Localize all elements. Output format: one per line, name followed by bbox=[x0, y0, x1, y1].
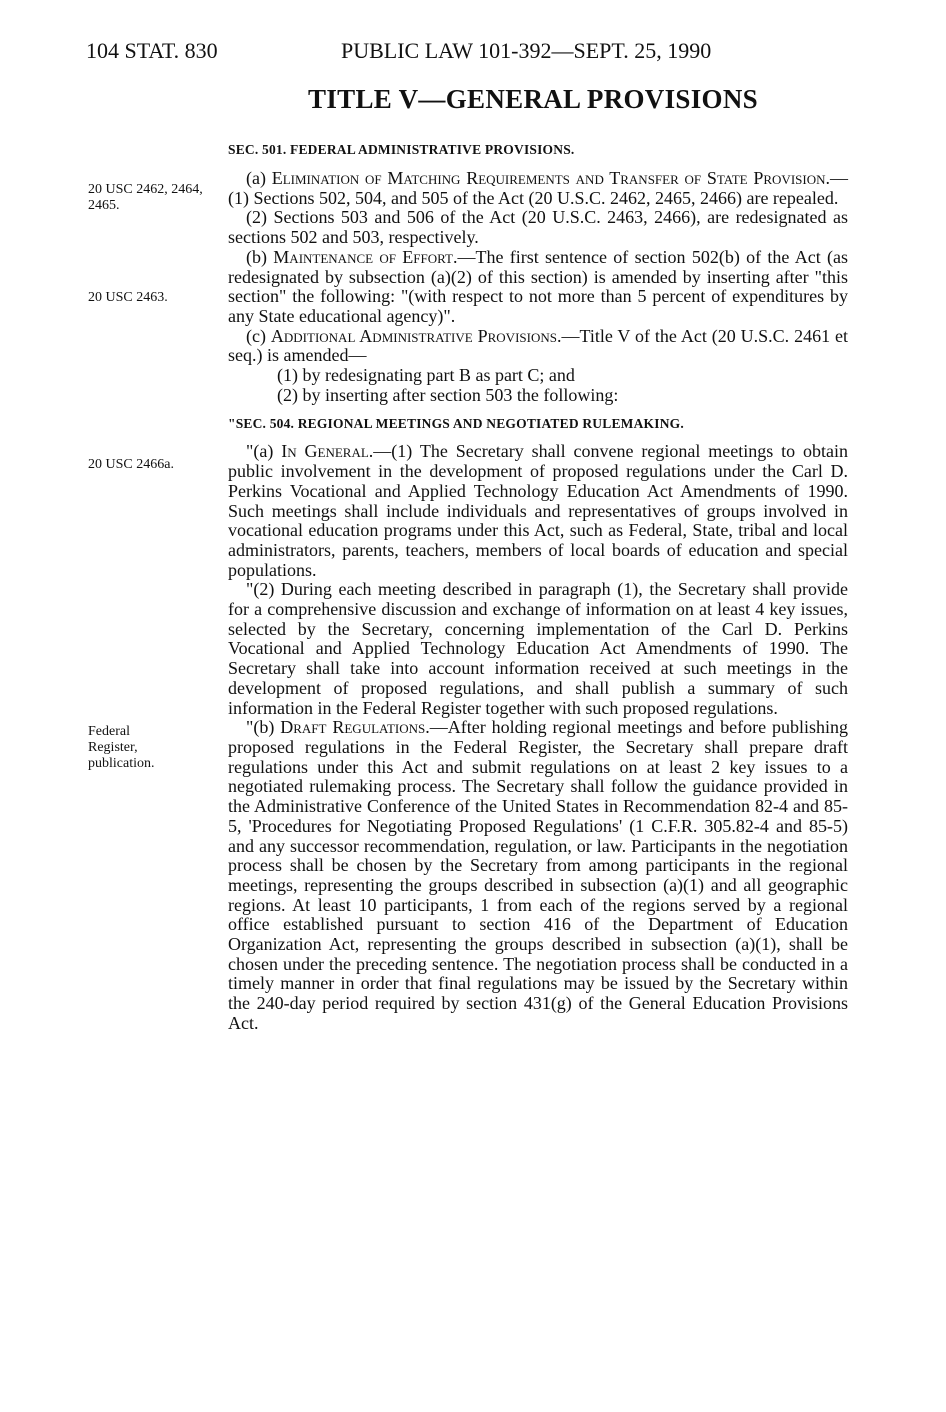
caption-501-a: Elimination of Matching Requirements and Transfer of State Provision bbox=[271, 168, 826, 188]
law-header: PUBLIC LAW 101-392—SEPT. 25, 1990 bbox=[341, 38, 712, 63]
caption-501-c: Additional Administrative Provisions bbox=[270, 325, 557, 346]
paragraph-501-c2: (2) by inserting after section 503 the following: bbox=[277, 384, 619, 405]
paragraph-501-c: (c) Additional Administrative Provisions.—Title V of the Act (20 U.S.C. 2461 et seq.) is amended— bbox=[228, 325, 848, 366]
margin-note-usc-2466a: 20 USC 2466a. bbox=[88, 457, 174, 472]
margin-note-usc-2462: 20 USC 2462, 2464, 2465. bbox=[88, 182, 203, 213]
caption-501-b: Maintenance of Effort bbox=[273, 246, 453, 267]
paragraph-504-a2: "(2) During each meeting described in paragraph (1), the Secretary shall provide for a comprehensive discussion and exchange of information on at least 4 key issues, selected by the Secretary, concerning implementation of the Carl D. Perkins Vocational and Applied Technology Education Act Amendments of 1990. The Secretary shall take into account information received at such meetings in the development of proposed regulations, and shall publish a summary of such information in the Federal Register together with such proposed regulations. bbox=[228, 579, 848, 718]
paragraph-504-b: "(b) Draft Regulations.—After holding regional meetings and before publishing proposed regulations in the Federal Register, the Secretary shall prepare draft regulations under this Act and submit regulations on at least 2 key issues to a negotiated rulemaking process. The Secretary shall follow the guidance provided in the Administrative Conference of the United States in Recommendation 82-4 and 85-5, 'Procedures for Negotiating Proposed Regulations' (1 C.F.R. 305.82-4 and 85-5) and any successor recommendation, regulation, or law. Participants in the negotiation process shall be chosen by the Secretary from among participants in the regional meetings, representing the groups described in subsection (a)(1) and all geographic regions. At least 10 participants, 1 from each of the regions served by a regional office established pursuant to section 416 of the Department of Education Organization Act, representing the groups described in subsection (a)(1), shall be chosen under the preceding sentence. The negotiation process shall be conducted in a timely manner in order that final regulations may be issued by the Secretary within the 240-day period required by section 431(g) of the General Education Provisions Act. bbox=[228, 717, 848, 1033]
document-body bbox=[228, 140, 848, 1034]
paragraph-504-a: "(a) In General.—(1) The Secretary shall convene regional meetings to obtain public involvement in the development of proposed regulations under the Carl D. Perkins Vocational and Applied Technology Education Act Amendments of 1990. Such meetings shall include individuals and representatives of groups involved in vocational education programs under this Act, such as Federal, State, tribal and local administrators, parents, teachers, members of local boards of education and special populations. bbox=[228, 441, 849, 580]
caption-504-b: Draft Regulations bbox=[280, 717, 426, 738]
title-heading: TITLE V—GENERAL PROVISIONS bbox=[308, 84, 758, 114]
paragraph-501-b: (b) Maintenance of Effort.—The first sentence of section 502(b) of the Act (as redesignated by subsection (a)(2) of this section) is amended by inserting after "this section" the following: "(with respect to not more than 5 percent of expenditures by any State educational agency)". bbox=[228, 246, 848, 326]
paragraph-501-c1: (1) by redesignating part B as part C; and bbox=[277, 365, 575, 386]
caption-504-a: In General bbox=[281, 441, 369, 462]
paragraph-501-a2: (2) Sections 503 and 506 of the Act (20 U.S.C. 2463, 2466), are redesignated as sections 502 and 503, respectively. bbox=[228, 207, 848, 248]
section-501-heading: SEC. 501. FEDERAL ADMINISTRATIVE PROVISIONS. bbox=[228, 142, 575, 157]
paragraph-501-a: (a) Elimination of Matching Requirements and Transfer of State Provision.—(1) Sections 502, 504, and 505 of the Act (20 U.S.C. 2462, 2465, 2466) are repealed. bbox=[228, 168, 848, 208]
section-504-heading: "SEC. 504. REGIONAL MEETINGS AND NEGOTIATED RULEMAKING. bbox=[228, 416, 684, 432]
margin-note-usc-2463: 20 USC 2463. bbox=[88, 290, 168, 305]
stat-page-number: 104 STAT. 830 bbox=[86, 38, 218, 63]
margin-note-federal-register: Federal Register, publication. bbox=[88, 724, 155, 771]
